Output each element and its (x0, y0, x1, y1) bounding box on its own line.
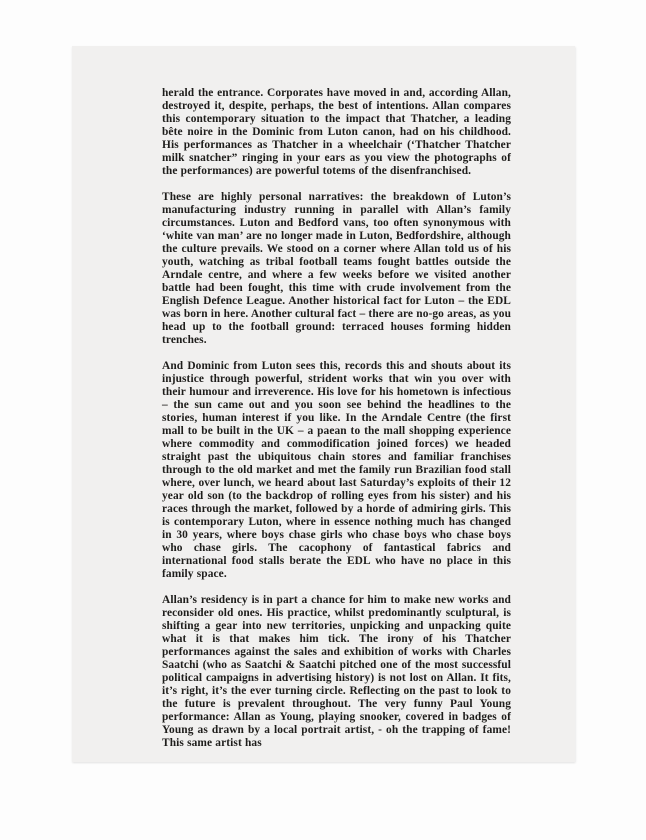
paragraph-1: herald the entrance. Corporates have moved in and, according Allan, destroyed it, despite, perhaps, the best of intentions. Allan compares this contemporary situation to the impact that Thatcher, a leading bête noire in the Dominic from Luton canon, had on his childhood. His performances as Thatcher in a wheelchair (‘Thatcher Thatcher milk snatcher” ringing in your ears as you view the photographs of the performances) are powerful totems of the disenfranchised. (162, 87, 511, 177)
body-text (162, 87, 511, 750)
paragraph-2: These are highly personal narratives: the breakdown of Luton’s manufacturing industry running in parallel with Allan’s family circumstances. Luton and Bedford vans, too often synonymous with ‘white van man’ are no longer made in Luton, Bedfordshire, although the culture prevails. We stood on a corner where Allan told us of his youth, watching as tribal football teams fought battles outside the Arndale centre, and where a few weeks before we visited another battle had been fought, this time with crude involvement from the English Defence League. Another historical fact for Luton – the EDL was born in here. Another cultural fact – there are no-go areas, as you head up to the football ground: terraced houses forming hidden trenches. (162, 191, 511, 346)
paragraph-3: And Dominic from Luton sees this, records this and shouts about its injustice through powerful, strident works that win you over with their humour and irreverence. His love for his hometown is infectious – the sun came out and you soon see behind the headlines to the stories, human interest if you like. In the Arndale Centre (the first mall to be built in the UK – a paean to the mall shopping experience where commodity and commodification joined forces) we headed straight past the ubiquitous chain stores and familiar franchises through to the old market and met the family run Brazilian food stall where, over lunch, we heard about last Saturday’s exploits of their 12 year old son (to the backdrop of rolling eyes from his sister) and his races through the market, followed by a horde of admiring girls. This is contemporary Luton, where in essence nothing much has changed in 30 years, where boys chase girls who chase boys who chase boys who chase girls. The cacophony of fantastical fabrics and international food stalls berate the EDL who have no place in this family space. (162, 360, 511, 580)
paragraph-4: Allan’s residency is in part a chance for him to make new works and reconsider old ones. His practice, whilst predominantly sculptural, is shifting a gear into new territories, unpicking and unpacking quite what it is that makes him tick. The irony of his Thatcher performances against the sales and exhibition of works with Charles Saatchi (who as Saatchi & Saatchi pitched one of the most successful political campaigns in advertising history) is not lost on Allan. It fits, it’s right, it’s the ever turning circle. Reflecting on the past to look to the future is prevalent throughout. The very funny Paul Young performance: Allan as Young, playing snooker, covered in badges of Young as drawn by a local portrait artist, - oh the trapping of fame! This same artist has (162, 594, 511, 749)
document-page (72, 46, 575, 762)
